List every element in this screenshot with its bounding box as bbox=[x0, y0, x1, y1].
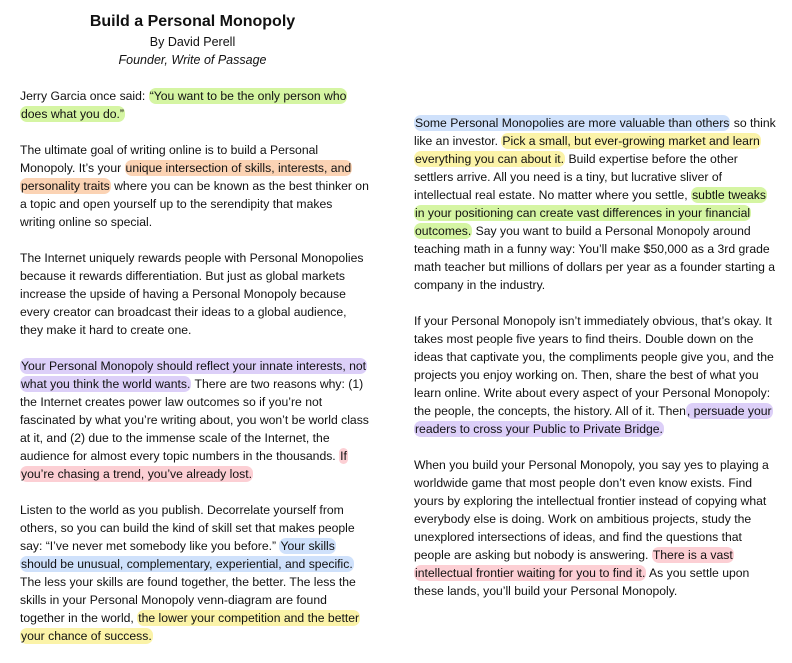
paragraph-valuable-monopolies bbox=[414, 114, 776, 294]
text-segment: There are two reasons why: (1) the Internet creates power law outcomes so if you’re not fascinated by what you’re writing about, you won’t be world class at it, and (2) due to the immense scale of the Internet, the audience for almost every topic numbers in the thousands. bbox=[20, 377, 369, 463]
author-line: By David Perell bbox=[149, 35, 236, 49]
document-title: Build a Personal Monopoly bbox=[89, 13, 296, 30]
text-segment: The ultimate goal of writing online is to build a Personal Monopoly. It’s your bbox=[20, 143, 319, 175]
text-segment: If your Personal Monopoly isn’t immediately obvious, that’s okay. It takes most people five years to find theirs. Double down on the ideas that captivate you, the compliments people give you, and the projects you enjoy working on. Then, share the best of what you learn online. Write about every aspect of your Personal Monopoly: the people, the concepts, the history. All of it. Then bbox=[414, 314, 774, 418]
paragraph-innate-interests bbox=[20, 357, 370, 483]
text-segment: When you build your Personal Monopoly, you say yes to playing a worldwide game that most people don’t even know exists. Find yours by exploring the intellectual frontier instead of copying what everybody else is doing. Work on ambitious projects, study the unexplored intersections of ideas, and find the questions that people are asking but nobody is answering. bbox=[414, 458, 769, 562]
highlight-yellow: Pick a small, but ever-growing market and learn everything you can about it. bbox=[415, 134, 760, 166]
document-header bbox=[20, 11, 365, 69]
text-segment: Say you want to build a Personal Monopoly around teaching math in a funny way: You’ll make $50,000 as a 3rd grade math teacher but millions of dollars per year as a founder starting a company in the industry. bbox=[414, 224, 776, 292]
paragraph-internet-rewards bbox=[20, 249, 370, 339]
text-segment: so think like an investor. bbox=[414, 116, 776, 148]
highlight-green: subtle tweaks in your positioning can create vast differences in your financial outcomes. bbox=[415, 188, 766, 238]
text-segment: Jerry Garcia once said: bbox=[20, 89, 149, 103]
text-segment: The less your skills are found together, the better. The less the skills in your Personal Monopoly venn-diagram are found together in the world, bbox=[20, 575, 356, 625]
paragraph-jerry-garcia-quote bbox=[20, 87, 370, 123]
text-segment: As you settle upon these lands, you’ll build your Personal Monopoly. bbox=[414, 566, 750, 598]
paragraph-ultimate-goal bbox=[20, 141, 370, 231]
highlight-pink: There is a vast intellectual frontier waiting for you to find it. bbox=[415, 548, 733, 580]
highlight-purple: , persuade your readers to cross your Public to Private Bridge. bbox=[415, 404, 772, 436]
paragraph-worldwide-game bbox=[414, 456, 776, 600]
highlight-green: “You want to be the only person who does what you do.” bbox=[21, 89, 347, 121]
highlight-yellow: the lower your competition and the better your chance of success. bbox=[21, 611, 360, 643]
text-segment: Build expertise before the other settlers arrive. All you need is a tiny, but lucrative sliver of intellectual real estate. No matter where you settle, bbox=[414, 152, 738, 202]
text-segment: The Internet uniquely rewards people with Personal Monopolies because it rewards differentiation. But just as global markets increase the upside of having a Personal Monopoly because every creator can broadcast their ideas to a global audience, they make it hard to create one. bbox=[20, 251, 364, 337]
text-segment: Listen to the world as you publish. Decorrelate yourself from others, so you can build the kind of skill set that makes people say: “I’ve never met somebody like you before.” bbox=[20, 503, 355, 553]
paragraph-listen-to-world bbox=[20, 501, 370, 645]
right-column bbox=[414, 114, 776, 618]
text-segment: where you can be known as the best thinker on a topic and open yourself up to the serendipity that makes writing online so special. bbox=[20, 179, 369, 229]
highlight-orange: unique intersection of skills, interests, and personality traits bbox=[21, 161, 352, 193]
paragraph-not-obvious bbox=[414, 312, 776, 438]
highlight-blue: Some Personal Monopolies are more valuable than others bbox=[415, 116, 730, 130]
highlight-blue: Your skills should be unusual, complementary, experiential, and specific. bbox=[21, 539, 353, 571]
highlight-pink: If you’re chasing a trend, you’ve already lost. bbox=[21, 449, 347, 481]
author-role: Founder, Write of Passage bbox=[118, 53, 267, 67]
highlight-purple: Your Personal Monopoly should reflect your innate interests, not what you think the world wants. bbox=[21, 359, 367, 391]
left-column bbox=[20, 87, 370, 663]
